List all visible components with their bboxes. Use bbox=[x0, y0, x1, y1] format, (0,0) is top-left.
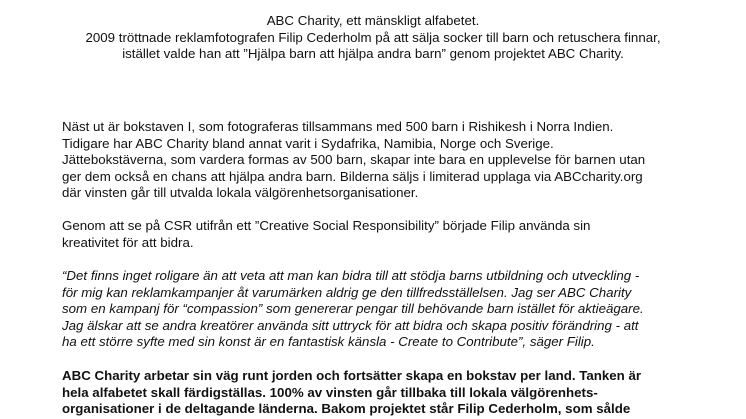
intro-line-1: 2009 tröttnade reklamfotografen Filip Cederholm på att sälja socker till barn och retuschera finnar, bbox=[85, 29, 661, 45]
closing-line: organisationer i de deltagande länderna. Bakom projektet står Filip Cederholm, som sålde bbox=[62, 401, 631, 416]
quote-line: ha ett större syfte med sin konst är en fantastisk känsla - Create to Contribute”, säger Filip. bbox=[62, 334, 595, 349]
text-line: Näst ut är bokstaven I, som fotograferas tillsammans med 500 barn i Rishikesh i Norra Indien. bbox=[62, 119, 614, 134]
document-title: ABC Charity, ett mänskligt alfabetet. bbox=[266, 13, 480, 28]
quote-line: “Det finns inget roligare än att veta att man kan bidra till att stödja barns utbildning och utveckling - bbox=[62, 268, 640, 283]
text-line: där vinsten går till utvalda lokala välgörenhetsorganisationer. bbox=[62, 185, 419, 200]
text-line: kreativitet för att bidra. bbox=[62, 234, 194, 250]
intro-line-2: istället valde han att ”Hjälpa barn att hjälpa andra barn” genom projektet ABC Charity. bbox=[122, 46, 624, 61]
text-line: ger dem också en chans att hjälpa andra barn. Bilderna säljs i limiterad upplaga via ABCcharity.org bbox=[62, 168, 643, 184]
quote-line: för mig kan reklamkampanjer åt varumärken aldrig ge den tillfredsställelsen. Jag ser ABC Charity bbox=[62, 284, 632, 300]
closing-line: hela alfabetet skall färdigställas. 100% av vinsten går tillbaka till lokala välgörenhets- bbox=[62, 384, 598, 400]
quote-line: Jag älskar att se andra kreatörer använda sitt uttryck för att bidra och skapa positiv förändring - att bbox=[62, 317, 639, 333]
text-line: Jättebokstäverna, som vardera formas av 500 barn, skapar inte bara en upplevelse för barnen utan bbox=[62, 152, 646, 167]
paragraph-project-update bbox=[62, 119, 692, 202]
quote-line: som en kampanj för “compassion” som genererar pengar till behövande barn istället för aktieägare. bbox=[62, 301, 644, 316]
closing-line: ABC Charity arbetar sin väg runt jorden och fortsätter skapa en bokstav per land. Tanken är bbox=[62, 368, 642, 383]
closing-paragraph bbox=[62, 368, 692, 418]
document-header bbox=[0, 13, 746, 63]
paragraph-csr bbox=[62, 218, 692, 251]
text-line: Tidigare har ABC Charity bland annat varit i Sydafrika, Namibia, Norge och Sverige. bbox=[62, 135, 554, 151]
quote-paragraph bbox=[62, 268, 692, 351]
text-line: Genom att se på CSR utifrån ett ”Creative Social Responsibility” började Filip använda sin bbox=[62, 218, 591, 233]
